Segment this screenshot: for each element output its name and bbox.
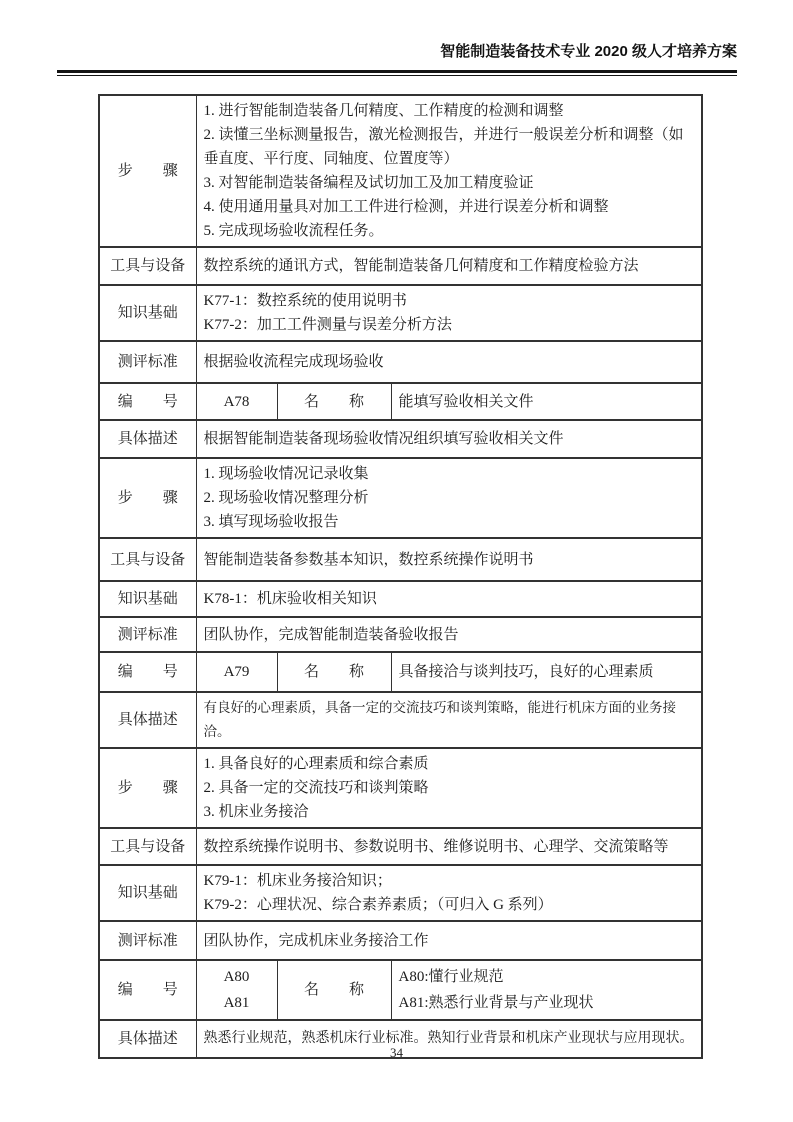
item-code: A79 <box>196 652 277 692</box>
knowledge-item: K79-2：心理状况、综合素养素质；（可归入 G 系列） <box>203 897 553 913</box>
item-code-line: A80 <box>223 969 250 985</box>
table-row <box>99 95 702 247</box>
table-row <box>99 538 702 581</box>
row-value: K78-1：机床验收相关知识 <box>196 581 702 617</box>
item-name-line: A81:熟悉行业背景与产业现状 <box>398 995 594 1011</box>
table-row <box>99 960 702 1020</box>
row-label: 测评标准 <box>99 617 196 652</box>
row-value <box>196 458 702 538</box>
row-value: 团队协作，完成智能制造装备验收报告 <box>196 617 702 652</box>
step-item: 2. 具备一定的交流技巧和谈判策略 <box>203 780 429 796</box>
step-item: 2. 读懂三坐标测量报告，激光检测报告，并进行一般误差分析和调整（如垂直度、平行度、同轴度、位置度等） <box>203 127 684 167</box>
row-value: 根据验收流程完成现场验收 <box>196 341 702 383</box>
name-label: 名 称 <box>277 652 391 692</box>
header-title: 智能制造装备技术专业 2020 级人才培养方案 <box>440 43 737 60</box>
step-item: 1. 具备良好的心理素质和综合素质 <box>203 756 429 772</box>
row-label: 具体描述 <box>99 420 196 458</box>
row-label: 编 号 <box>99 960 196 1020</box>
step-item: 3. 对智能制造装备编程及试切加工及加工精度验证 <box>203 175 534 191</box>
name-label: 名 称 <box>277 383 391 420</box>
row-label: 步 骤 <box>99 748 196 828</box>
step-item: 5. 完成现场验收流程任务。 <box>203 223 384 239</box>
competency-table <box>98 94 703 1059</box>
table-row <box>99 921 702 960</box>
row-value: 智能制造装备参数基本知识，数控系统操作说明书 <box>196 538 702 581</box>
table-row <box>99 652 702 692</box>
row-label: 步 骤 <box>99 95 196 247</box>
row-value <box>196 95 702 247</box>
item-name <box>391 960 702 1020</box>
row-value: 熟悉行业规范，熟悉机床行业标准。熟知行业背景和机床产业现状与应用现状。 <box>196 1020 702 1058</box>
row-label: 编 号 <box>99 383 196 420</box>
row-value: 有良好的心理素质，具备一定的交流技巧和谈判策略，能进行机床方面的业务接洽。 <box>196 692 702 748</box>
knowledge-item: K77-1：数控系统的使用说明书 <box>203 293 407 309</box>
table-row <box>99 692 702 748</box>
item-name: 具备接洽与谈判技巧，良好的心理素质 <box>391 652 702 692</box>
step-item: 4. 使用通用量具对加工工件进行检测，并进行误差分析和调整 <box>203 199 609 215</box>
item-code-line: A81 <box>223 995 250 1011</box>
row-label: 步 骤 <box>99 458 196 538</box>
knowledge-item: K77-2：加工工件测量与误差分析方法 <box>203 317 452 333</box>
row-label: 工具与设备 <box>99 538 196 581</box>
item-code <box>196 960 277 1020</box>
row-value <box>196 748 702 828</box>
row-value <box>196 285 702 341</box>
table-row <box>99 828 702 865</box>
table-row <box>99 420 702 458</box>
row-label: 知识基础 <box>99 865 196 921</box>
row-label: 知识基础 <box>99 581 196 617</box>
table-row <box>99 383 702 420</box>
header-rule <box>57 70 737 76</box>
row-label: 测评标准 <box>99 341 196 383</box>
step-item: 3. 填写现场验收报告 <box>203 514 339 530</box>
step-item: 2. 现场验收情况整理分析 <box>203 490 369 506</box>
row-value: 团队协作，完成机床业务接洽工作 <box>196 921 702 960</box>
step-item: 1. 进行智能制造装备几何精度、工作精度的检测和调整 <box>203 103 564 119</box>
table-row <box>99 458 702 538</box>
item-name-line: A80:懂行业规范 <box>398 969 504 985</box>
row-label: 测评标准 <box>99 921 196 960</box>
table-row <box>99 581 702 617</box>
row-label: 工具与设备 <box>99 247 196 285</box>
row-label: 工具与设备 <box>99 828 196 865</box>
table-row <box>99 285 702 341</box>
table-row <box>99 341 702 383</box>
row-value <box>196 865 702 921</box>
table-row <box>99 617 702 652</box>
knowledge-item: K79-1：机床业务接洽知识； <box>203 873 392 889</box>
row-label: 知识基础 <box>99 285 196 341</box>
row-value: 数控系统操作说明书、参数说明书、维修说明书、心理学、交流策略等 <box>196 828 702 865</box>
item-code: A78 <box>196 383 277 420</box>
page-number: 34 <box>390 1045 403 1060</box>
item-name: 能填写验收相关文件 <box>391 383 702 420</box>
row-value: 根据智能制造装备现场验收情况组织填写验收相关文件 <box>196 420 702 458</box>
table-row <box>99 865 702 921</box>
step-item: 3. 机床业务接洽 <box>203 804 309 820</box>
name-label: 名 称 <box>277 960 391 1020</box>
table-row <box>99 748 702 828</box>
table-row <box>99 247 702 285</box>
row-label: 具体描述 <box>99 1020 196 1058</box>
row-label: 具体描述 <box>99 692 196 748</box>
step-item: 1. 现场验收情况记录收集 <box>203 466 369 482</box>
row-value: 数控系统的通讯方式，智能制造装备几何精度和工作精度检验方法 <box>196 247 702 285</box>
row-label: 编 号 <box>99 652 196 692</box>
